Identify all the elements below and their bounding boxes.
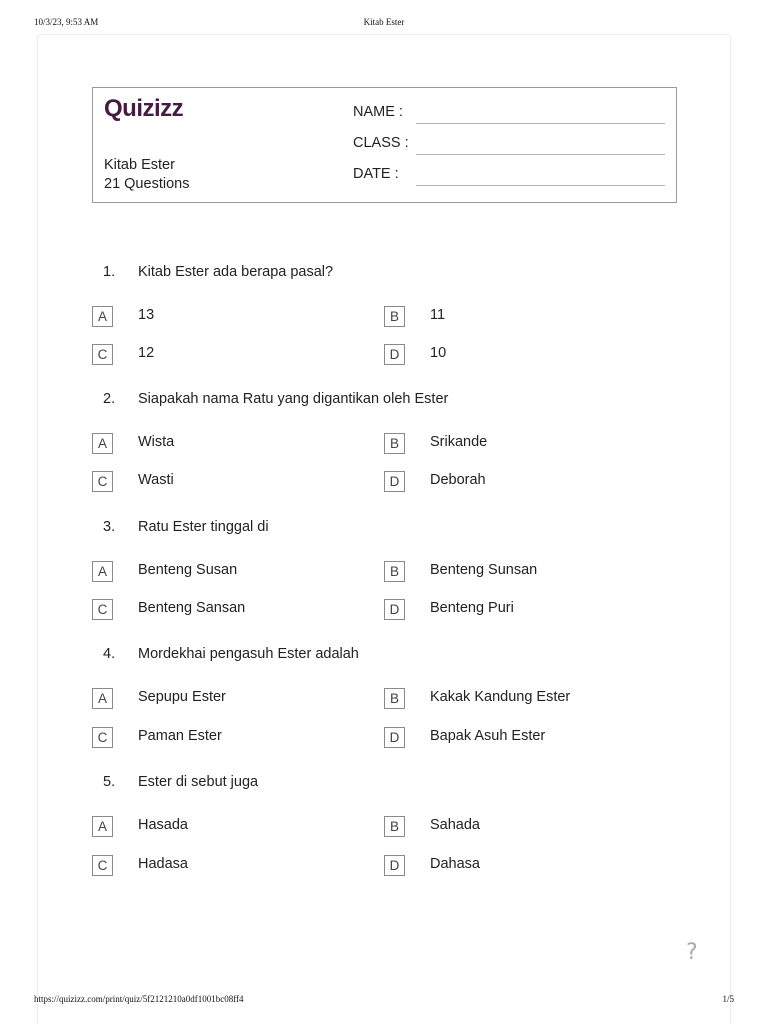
question-mark-icon[interactable]: ? <box>686 940 698 965</box>
option-text: Benteng Sunsan <box>430 562 538 578</box>
option-a[interactable] <box>92 561 372 583</box>
option-a[interactable] <box>92 688 372 710</box>
question-text: Mordekhai pengasuh Ester adalah <box>138 646 359 662</box>
option-text: Sepupu Ester <box>138 689 226 705</box>
option-letter-box: B <box>384 306 405 327</box>
option-letter-box: A <box>92 816 113 837</box>
option-letter-box: C <box>92 855 113 876</box>
option-a[interactable] <box>92 433 372 455</box>
date-field-line[interactable] <box>416 185 665 186</box>
option-text: Deborah <box>430 472 486 488</box>
question-number: 2. <box>103 391 116 407</box>
question-number: 1. <box>103 264 116 280</box>
option-text: Benteng Sansan <box>138 600 246 616</box>
option-c[interactable] <box>92 344 372 366</box>
option-text: Srikande <box>430 434 488 450</box>
option-text: 10 <box>430 345 447 361</box>
option-text: Sahada <box>430 817 480 833</box>
quiz-header-box <box>92 87 677 203</box>
option-text: 12 <box>138 345 155 361</box>
option-letter-box: B <box>384 688 405 709</box>
option-d[interactable] <box>384 599 664 621</box>
option-b[interactable] <box>384 306 664 328</box>
option-b[interactable] <box>384 688 664 710</box>
print-header <box>34 17 734 29</box>
option-c[interactable] <box>92 599 372 621</box>
print-page-title: Kitab Ester <box>363 17 405 27</box>
option-text: Wasti <box>138 472 174 488</box>
option-text: Kakak Kandung Ester <box>430 689 571 705</box>
option-letter-box: B <box>384 816 405 837</box>
option-letter-box: D <box>384 855 405 876</box>
date-field[interactable] <box>353 166 665 188</box>
option-letter-box: A <box>92 688 113 709</box>
option-text: Dahasa <box>430 856 480 872</box>
print-url: https://quizizz.com/print/quiz/5f2121210a0df1001bc08ff4 <box>34 994 244 1004</box>
option-text: 13 <box>138 307 155 323</box>
option-a[interactable] <box>92 816 372 838</box>
option-letter-box: C <box>92 344 113 365</box>
option-c[interactable] <box>92 727 372 749</box>
date-field-label: DATE : <box>353 166 399 182</box>
question-5 <box>92 774 677 894</box>
option-letter-box: A <box>92 306 113 327</box>
name-field[interactable] <box>353 104 665 126</box>
option-b[interactable] <box>384 561 664 583</box>
print-datetime: 10/3/23, 9:53 AM <box>34 17 99 27</box>
option-b[interactable] <box>384 433 664 455</box>
option-d[interactable] <box>384 344 664 366</box>
option-text: 11 <box>430 307 446 323</box>
class-field-label: CLASS : <box>353 135 409 151</box>
option-c[interactable] <box>92 855 372 877</box>
option-text: Benteng Puri <box>430 600 514 616</box>
class-field[interactable] <box>353 135 665 157</box>
option-letter-box: C <box>92 599 113 620</box>
option-c[interactable] <box>92 471 372 493</box>
question-4 <box>92 646 677 766</box>
option-text: Hadasa <box>138 856 188 872</box>
option-text: Wista <box>138 434 175 450</box>
question-number: 3. <box>103 519 116 535</box>
question-number: 4. <box>103 646 116 662</box>
print-footer <box>34 994 734 1006</box>
question-text: Ratu Ester tinggal di <box>138 519 269 535</box>
option-letter-box: D <box>384 471 405 492</box>
question-3 <box>92 519 677 639</box>
question-text: Siapakah nama Ratu yang digantikan oleh Ester <box>138 391 449 407</box>
option-text: Paman Ester <box>138 728 222 744</box>
quizizz-logo: Quizizz <box>104 95 184 122</box>
option-d[interactable] <box>384 855 664 877</box>
quiz-title: Kitab Ester <box>104 157 175 173</box>
option-a[interactable] <box>92 306 372 328</box>
option-letter-box: D <box>384 599 405 620</box>
option-letter-box: D <box>384 727 405 748</box>
option-text: Hasada <box>138 817 188 833</box>
option-text: Benteng Susan <box>138 562 238 578</box>
question-count: 21 Questions <box>104 176 190 192</box>
option-b[interactable] <box>384 816 664 838</box>
option-letter-box: C <box>92 727 113 748</box>
option-letter-box: A <box>92 433 113 454</box>
option-d[interactable] <box>384 471 664 493</box>
option-letter-box: B <box>384 433 405 454</box>
name-field-line[interactable] <box>416 123 665 124</box>
question-1 <box>92 264 677 384</box>
option-letter-box: C <box>92 471 113 492</box>
name-field-label: NAME : <box>353 104 403 120</box>
question-text: Kitab Ester ada berapa pasal? <box>138 264 334 280</box>
option-text: Bapak Asuh Ester <box>430 728 546 744</box>
print-page-number: 1/5 <box>722 994 734 1004</box>
option-d[interactable] <box>384 727 664 749</box>
question-2 <box>92 391 677 511</box>
question-number: 5. <box>103 774 116 790</box>
class-field-line[interactable] <box>416 154 665 155</box>
question-text: Ester di sebut juga <box>138 774 259 790</box>
option-letter-box: B <box>384 561 405 582</box>
option-letter-box: A <box>92 561 113 582</box>
option-letter-box: D <box>384 344 405 365</box>
